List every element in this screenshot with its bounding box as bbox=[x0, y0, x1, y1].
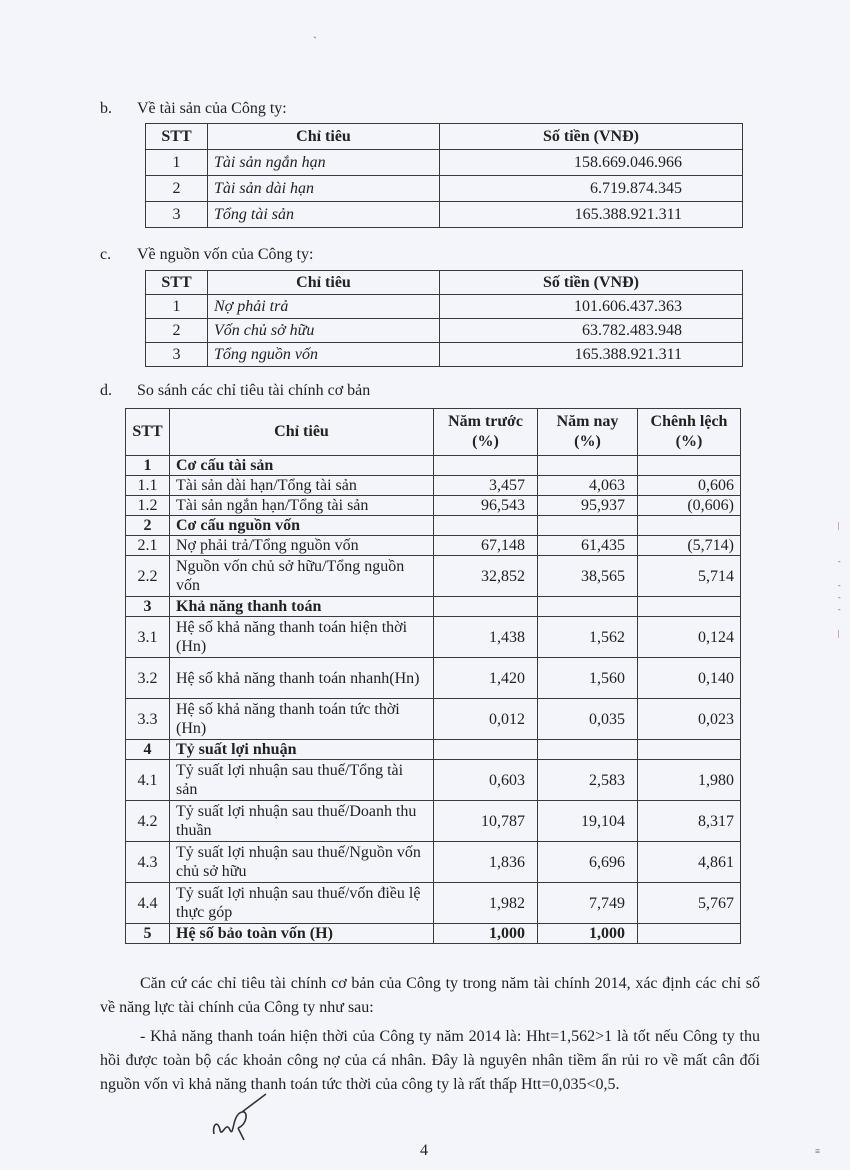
cell-amount: 101.606.437.363 bbox=[440, 295, 743, 319]
cell-difference bbox=[638, 740, 741, 760]
header-difference: Chênh lệch (%) bbox=[638, 409, 741, 456]
cell-current-year: 6,696 bbox=[538, 842, 638, 883]
header-amount: Số tiền (VNĐ) bbox=[440, 124, 743, 150]
cell-item: Vốn chủ sở hữu bbox=[208, 319, 440, 343]
cell-prev-year: 67,148 bbox=[434, 536, 538, 556]
cell-item: Nguồn vốn chủ sở hữu/Tổng nguồn vốn bbox=[170, 556, 434, 597]
cell-stt: 1 bbox=[146, 150, 208, 176]
margin-marks: | - - - - | bbox=[838, 521, 841, 638]
table-row bbox=[146, 176, 743, 202]
cell-prev-year: 1,000 bbox=[434, 924, 538, 944]
cell-stt: 2 bbox=[126, 516, 170, 536]
table-header-row bbox=[126, 409, 741, 456]
table-row bbox=[146, 202, 743, 228]
cell-stt: 3 bbox=[126, 597, 170, 617]
table-row bbox=[146, 319, 743, 343]
cell-difference: 0,023 bbox=[638, 699, 741, 740]
header-stt: STT bbox=[146, 124, 208, 150]
cell-prev-year: 32,852 bbox=[434, 556, 538, 597]
cell-current-year: 1,562 bbox=[538, 617, 638, 658]
cell-stt: 3.1 bbox=[126, 617, 170, 658]
cell-amount: 165.388.921.311 bbox=[440, 343, 743, 367]
cell-item: Tài sản dài hạn/Tổng tài sản bbox=[170, 476, 434, 496]
header-stt: STT bbox=[146, 271, 208, 295]
cell-stt: 3 bbox=[146, 202, 208, 228]
cell-prev-year: 1,420 bbox=[434, 658, 538, 699]
cell-difference: 5,714 bbox=[638, 556, 741, 597]
cell-item: Hệ số khả năng thanh toán hiện thời (Hn) bbox=[170, 617, 434, 658]
cell-current-year: 7,749 bbox=[538, 883, 638, 924]
header-current-year: Năm nay (%) bbox=[538, 409, 638, 456]
financial-ratios-table bbox=[125, 408, 741, 944]
capital-table bbox=[145, 270, 743, 367]
cell-current-year: 38,565 bbox=[538, 556, 638, 597]
table-row bbox=[126, 536, 741, 556]
cell-difference bbox=[638, 597, 741, 617]
paragraph-summary: Căn cứ các chỉ tiêu tài chính cơ bản của Công ty trong năm tài chính 2014, xác định các chỉ số về năng lực tài chính của Công ty như sau: bbox=[100, 975, 760, 1016]
table-row bbox=[126, 883, 741, 924]
cell-stt: 3 bbox=[146, 343, 208, 367]
cell-stt: 2 bbox=[146, 176, 208, 202]
cell-stt: 4.1 bbox=[126, 760, 170, 801]
cell-difference: 4,861 bbox=[638, 842, 741, 883]
cell-prev-year: 1,438 bbox=[434, 617, 538, 658]
section-label: b. bbox=[100, 100, 112, 117]
cell-item: Tỷ suất lợi nhuận sau thuế/Tổng tài sản bbox=[170, 760, 434, 801]
cell-difference: 8,317 bbox=[638, 801, 741, 842]
cell-item: Tài sản ngắn hạn/Tổng tài sản bbox=[170, 496, 434, 516]
table-group-row bbox=[126, 597, 741, 617]
cell-prev-year: 10,787 bbox=[434, 801, 538, 842]
cell-current-year bbox=[538, 740, 638, 760]
table-group-row bbox=[126, 740, 741, 760]
cell-current-year: 0,035 bbox=[538, 699, 638, 740]
section-c-heading bbox=[100, 246, 313, 264]
cell-item: Tài sản dài hạn bbox=[208, 176, 440, 202]
table-group-row bbox=[126, 924, 741, 944]
table-row bbox=[126, 556, 741, 597]
cell-prev-year: 0,603 bbox=[434, 760, 538, 801]
section-title: Về tài sản của Công ty: bbox=[137, 100, 287, 117]
header-item: Chỉ tiêu bbox=[208, 124, 440, 150]
cell-prev-year bbox=[434, 597, 538, 617]
cell-stt: 4.2 bbox=[126, 801, 170, 842]
table-row bbox=[126, 801, 741, 842]
cell-difference: 0,140 bbox=[638, 658, 741, 699]
cell-difference: 0,606 bbox=[638, 476, 741, 496]
table-group-row bbox=[126, 516, 741, 536]
cell-stt: 3.3 bbox=[126, 699, 170, 740]
cell-current-year: 95,937 bbox=[538, 496, 638, 516]
cell-stt: 1.2 bbox=[126, 496, 170, 516]
cell-difference bbox=[638, 516, 741, 536]
cell-current-year: 4,063 bbox=[538, 476, 638, 496]
cell-stt: 4 bbox=[126, 740, 170, 760]
table-row bbox=[146, 150, 743, 176]
cell-item: Nợ phải trả/Tổng nguồn vốn bbox=[170, 536, 434, 556]
assets-table bbox=[145, 123, 743, 228]
table-header-row bbox=[146, 271, 743, 295]
cell-current-year: 61,435 bbox=[538, 536, 638, 556]
cell-prev-year bbox=[434, 516, 538, 536]
cell-stt: 1 bbox=[146, 295, 208, 319]
cell-current-year: 19,104 bbox=[538, 801, 638, 842]
scan-speck: ` bbox=[313, 34, 317, 48]
header-amount: Số tiền (VNĐ) bbox=[440, 271, 743, 295]
header-stt: STT bbox=[126, 409, 170, 456]
table-row bbox=[126, 496, 741, 516]
cell-stt: 2 bbox=[146, 319, 208, 343]
table-row bbox=[126, 658, 741, 699]
cell-difference bbox=[638, 924, 741, 944]
cell-prev-year: 0,012 bbox=[434, 699, 538, 740]
table-header-row bbox=[146, 124, 743, 150]
paragraph-liquidity: - Khả năng thanh toán hiện thời của Công ty năm 2014 là: Hht=1,562>1 là tốt nếu Công ty thu hồi được toàn bộ các khoản công nợ của cá nhân. Đây là nguyên nhân tiềm ẩn rủi ro về mất cân đối nguồn vốn vì khả năng thanh toán tức thời của công ty là rất thấp Htt=0,035<0,5. bbox=[100, 1028, 760, 1093]
cell-stt: 2.2 bbox=[126, 556, 170, 597]
section-label: d. bbox=[100, 382, 112, 399]
cell-item: Tổng tài sản bbox=[208, 202, 440, 228]
cell-item: Tỷ suất lợi nhuận bbox=[170, 740, 434, 760]
cell-stt: 4.3 bbox=[126, 842, 170, 883]
table-row bbox=[126, 476, 741, 496]
cell-amount: 165.388.921.311 bbox=[440, 202, 743, 228]
table-row bbox=[146, 295, 743, 319]
cell-stt: 5 bbox=[126, 924, 170, 944]
cell-current-year bbox=[538, 597, 638, 617]
ratio-table-body bbox=[126, 456, 741, 944]
cell-difference: 5,767 bbox=[638, 883, 741, 924]
cell-item: Tổng nguồn vốn bbox=[208, 343, 440, 367]
cell-item: Tỷ suất lợi nhuận sau thuế/vốn điều lệ thực góp bbox=[170, 883, 434, 924]
cell-item: Nợ phải trả bbox=[208, 295, 440, 319]
cell-item: Khả năng thanh toán bbox=[170, 597, 434, 617]
cell-current-year: 2,583 bbox=[538, 760, 638, 801]
cell-item: Hệ số khả năng thanh toán nhanh(Hn) bbox=[170, 658, 434, 699]
cell-difference: 1,980 bbox=[638, 760, 741, 801]
cell-amount: 63.782.483.948 bbox=[440, 319, 743, 343]
header-item: Chỉ tiêu bbox=[170, 409, 434, 456]
header-item: Chỉ tiêu bbox=[208, 271, 440, 295]
cell-item: Tỷ suất lợi nhuận sau thuế/Doanh thu thuần bbox=[170, 801, 434, 842]
cell-item: Cơ cấu tài sản bbox=[170, 456, 434, 476]
cell-amount: 158.669.046.966 bbox=[440, 150, 743, 176]
section-title: Về nguồn vốn của Công ty: bbox=[137, 246, 314, 263]
page-number: 4 bbox=[420, 1142, 428, 1159]
table-row bbox=[126, 617, 741, 658]
header-prev-year: Năm trước (%) bbox=[434, 409, 538, 456]
table-row bbox=[126, 760, 741, 801]
cell-current-year: 1,560 bbox=[538, 658, 638, 699]
section-d-heading bbox=[100, 382, 370, 400]
cell-difference bbox=[638, 456, 741, 476]
cell-amount: 6.719.874.345 bbox=[440, 176, 743, 202]
table-row bbox=[126, 699, 741, 740]
cell-prev-year: 1,982 bbox=[434, 883, 538, 924]
cell-prev-year bbox=[434, 740, 538, 760]
table-row bbox=[146, 343, 743, 367]
cell-difference: (0,606) bbox=[638, 496, 741, 516]
cell-difference: (5,714) bbox=[638, 536, 741, 556]
cell-prev-year bbox=[434, 456, 538, 476]
cell-current-year: 1,000 bbox=[538, 924, 638, 944]
section-b-heading bbox=[100, 100, 287, 118]
scan-speck: ≡ bbox=[815, 1146, 821, 1156]
cell-stt: 4.4 bbox=[126, 883, 170, 924]
cell-stt: 3.2 bbox=[126, 658, 170, 699]
signature-icon bbox=[208, 1090, 268, 1142]
section-title: So sánh các chỉ tiêu tài chính cơ bản bbox=[137, 382, 371, 399]
section-label: c. bbox=[100, 246, 112, 263]
cell-difference: 0,124 bbox=[638, 617, 741, 658]
cell-current-year bbox=[538, 516, 638, 536]
table-group-row bbox=[126, 456, 741, 476]
cell-item: Tỷ suất lợi nhuận sau thuế/Nguồn vốn chủ sở hữu bbox=[170, 842, 434, 883]
cell-item: Hệ số khả năng thanh toán tức thời (Hn) bbox=[170, 699, 434, 740]
cell-current-year bbox=[538, 456, 638, 476]
table-row bbox=[126, 842, 741, 883]
cell-item: Tài sản ngắn hạn bbox=[208, 150, 440, 176]
cell-prev-year: 1,836 bbox=[434, 842, 538, 883]
cell-stt: 1 bbox=[126, 456, 170, 476]
cell-prev-year: 3,457 bbox=[434, 476, 538, 496]
cell-stt: 2.1 bbox=[126, 536, 170, 556]
cell-item: Hệ số bảo toàn vốn (H) bbox=[170, 924, 434, 944]
cell-prev-year: 96,543 bbox=[434, 496, 538, 516]
cell-stt: 1.1 bbox=[126, 476, 170, 496]
cell-item: Cơ cấu nguồn vốn bbox=[170, 516, 434, 536]
